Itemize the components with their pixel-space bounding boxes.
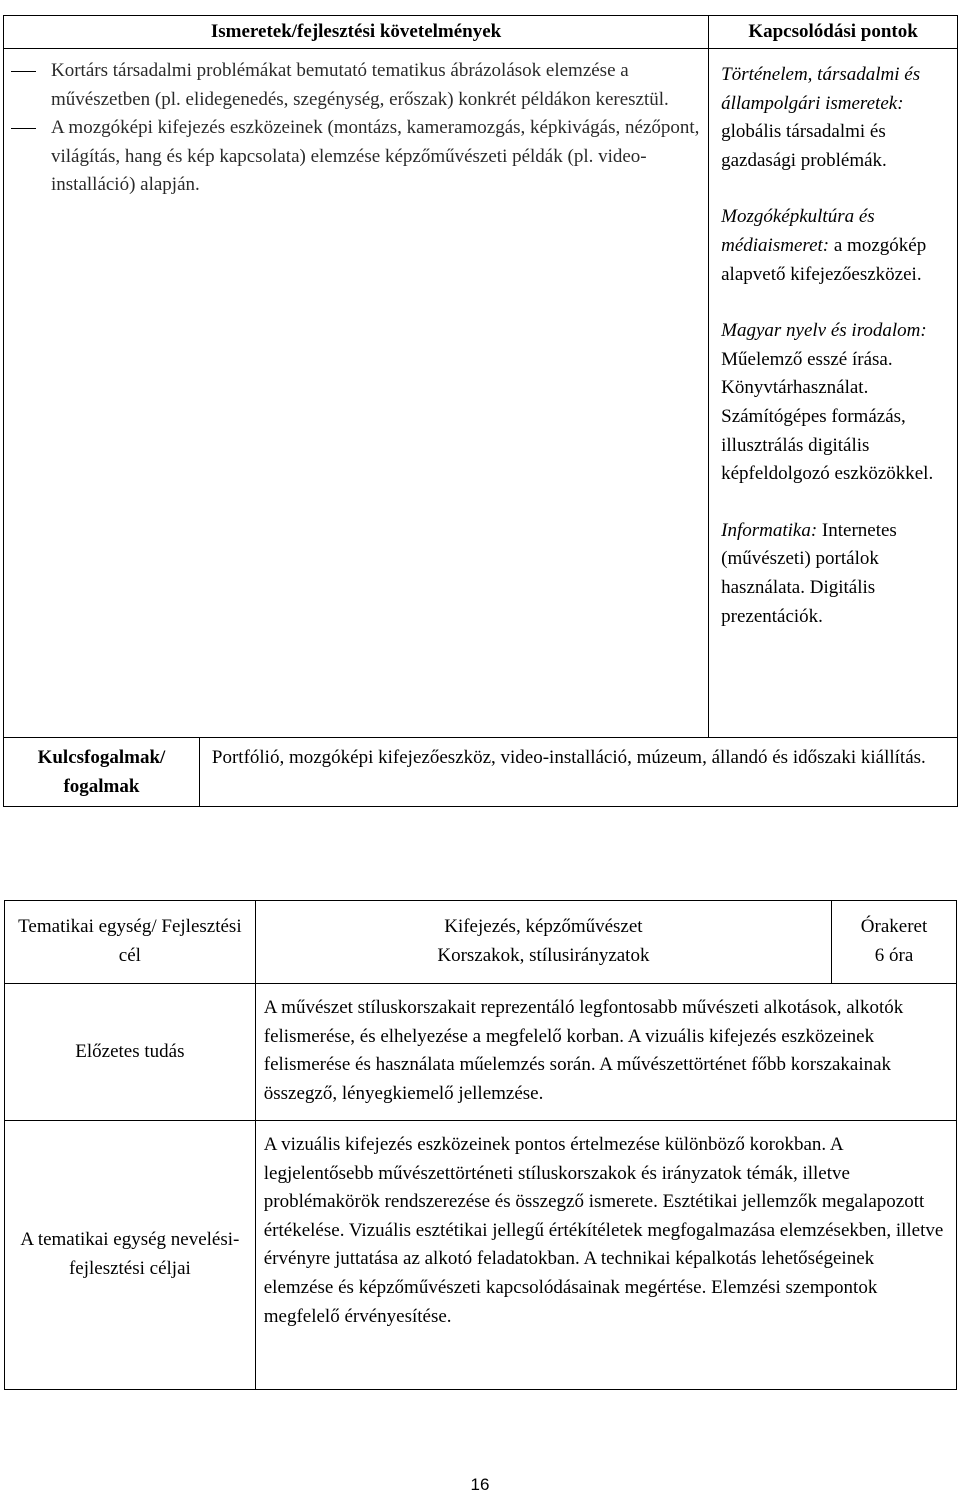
connection-text: globális társadalmi és gazdasági problémák. [721, 121, 887, 171]
connection-subject: Magyar nyelv és irodalom: [721, 320, 927, 342]
unit-title-line2: Korszakok, stílusirányzatok [437, 944, 650, 966]
prior-knowledge-label: Előzetes tudás [5, 984, 256, 1121]
connection-text: a mozgókép alapvető kifejezőeszközei. [721, 234, 927, 285]
connection-media [721, 203, 951, 289]
curriculum-table-2 [4, 900, 957, 1390]
connection-informatics [721, 517, 951, 631]
goals-text: A vizuális kifejezés eszközeinek pontos értelmezése különböző korokban. A legjelentősebb művészettörténeti stíluskorszakok és irányzatok témák, illetve problémakörök rendszerezése és összegző ismerete. Esztétikai jellemzők megalapozott értékelése. Vizuális esztétikai jellegű értékítéletek megfogalmazása elemzésekben, illetve érvényre juttatása az alkotó feladatokban. A technikai képalkotás lehetőségeinek elemzése és képzőművészeti kapcsolódásainak megértése. Elemzési szempontok megfelelő érvényesítése. [255, 1121, 956, 1390]
requirement-item: A mozgóképi kifejezés eszközeinek (montázs, kameramozgás, képkivágás, nézőpont, világítás, hang és kép kapcsolata) elemzése képzőművészeti példák (pl. video-installáció) alapján. [51, 114, 704, 200]
connection-text: Internetes (művészeti) portálok használata. Digitális prezentációk. [721, 519, 897, 627]
connections-cell [709, 49, 958, 738]
keywords-text: Portfólió, mozgóképi kifejezőeszköz, video-installáció, múzeum, állandó és időszaki kiállítás. [199, 738, 957, 807]
connections-header: Kapcsolódási pontok [709, 16, 958, 49]
unit-title [255, 901, 831, 984]
connection-subject: Mozgóképkultúra és médiaismeret: [721, 206, 875, 256]
keywords-label: Kulcsfogalmak/ fogalmak [4, 738, 200, 807]
hours-label: Órakeret [860, 916, 928, 937]
hours-cell [832, 901, 957, 984]
goals-label: A tematikai egység nevelési-fejlesztési céljai [5, 1121, 256, 1390]
unit-title-line1: Kifejezés, képzőművészet [444, 916, 643, 937]
requirements-header: Ismeretek/fejlesztési követelmények [4, 16, 709, 49]
connection-history [721, 61, 951, 175]
requirement-item: Kortárs társadalmi problémákat bemutató tematikus ábrázolások elemzése a művészetben (pl. elidegenedés, szegénység, erőszak) konkrét példákon keresztül. [51, 57, 704, 114]
unit-label: Tematikai egység/ Fejlesztési cél [5, 901, 256, 984]
hours-value: 6 óra [874, 944, 914, 966]
connection-literature [721, 317, 951, 489]
prior-knowledge-text: A művészet stíluskorszakait reprezentáló legfontosabb művészeti alkotások, alkotók felismerése, és elhelyezése a megfelelő korban. A vizuális kifejezés eszközeinek felismerése és használata műelemzés során. A művészettörténet főbb korszakainak összegző, lényegkiemelő jellemzése. [255, 984, 956, 1121]
curriculum-table-1 [3, 15, 958, 807]
page-number: 16 [470, 1475, 490, 1494]
requirements-cell [4, 49, 709, 738]
requirements-list [4, 49, 708, 200]
connection-text: Műelemző esszé írása. Könyvtárhasználat. Számítógépes formázás, illusztrálás digitális képfeldolgozó eszközökkel. [721, 348, 934, 485]
connection-subject: Történelem, társadalmi és állampolgári ismeretek: [721, 64, 921, 114]
connection-subject: Informatika: [721, 519, 818, 541]
